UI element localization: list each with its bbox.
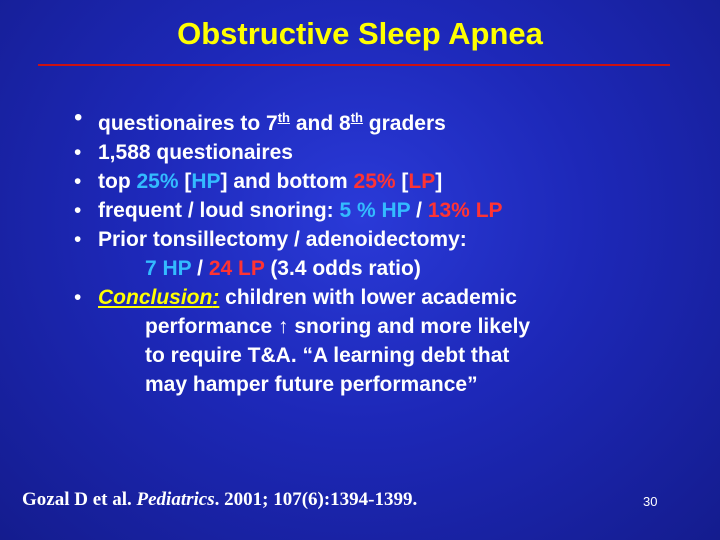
- lp-label: LP: [408, 170, 436, 193]
- conclusion-colon: :: [212, 286, 220, 309]
- title-divider: [38, 64, 670, 66]
- text-fragment: graders: [362, 112, 446, 135]
- slide-title: Obstructive Sleep Apnea: [177, 16, 543, 51]
- bullet-text: Prior tonsillectomy / adenoidectomy:: [98, 228, 467, 251]
- text-fragment: ] and bottom: [220, 170, 354, 193]
- bullet-icon: •: [74, 141, 82, 164]
- citation-details: . 2001; 107(6):1394-1399.: [214, 489, 418, 510]
- text-fragment: questionaires to 7: [98, 112, 278, 135]
- citation-authors: Gozal D et al.: [22, 489, 137, 510]
- text-fragment: children with lower academic: [219, 286, 517, 309]
- text-fragment: top: [98, 170, 137, 193]
- bullet-text: [98, 286, 517, 309]
- text-fragment: (3.4 odds ratio): [264, 257, 421, 280]
- lp-percent: 25%: [353, 170, 396, 193]
- bullet-text: [98, 199, 503, 222]
- bullet-list: [74, 103, 694, 399]
- lp-value: 13% LP: [427, 199, 503, 222]
- conclusion-label: Conclusion: [98, 286, 213, 309]
- bullet-text: [98, 170, 442, 193]
- bullet-item-count: [74, 138, 694, 167]
- bullet-icon: •: [74, 104, 83, 131]
- hp-label: HP: [191, 170, 221, 193]
- conclusion-line: performance ↑ snoring and more likely: [145, 315, 531, 338]
- bullet-item-snoring: [74, 196, 694, 225]
- conclusion-line: to require T&A. “A learning debt that: [145, 344, 510, 367]
- bullet-item-groups: [74, 167, 694, 196]
- hp-value: 7 HP: [145, 257, 192, 280]
- conclusion-line: may hamper future performance”: [145, 373, 478, 396]
- bullet-text: 1,588 questionaires: [98, 141, 293, 164]
- bullet-item-graders: [74, 103, 694, 138]
- bullet-icon: •: [74, 170, 82, 193]
- bullet-continuation-surgery: [74, 254, 694, 283]
- bullet-icon: •: [74, 286, 82, 309]
- page-number: 30: [643, 494, 658, 509]
- bullet-icon: •: [74, 228, 82, 251]
- superscript: th: [350, 110, 363, 125]
- text-fragment: frequent / loud snoring:: [98, 199, 340, 222]
- text-fragment: /: [191, 257, 209, 280]
- text-fragment: and 8: [290, 112, 351, 135]
- bullet-item-surgery: [74, 225, 694, 254]
- hp-percent: 25%: [136, 170, 179, 193]
- bullet-item-conclusion: [74, 283, 694, 312]
- citation: [22, 489, 417, 511]
- citation-journal: Pediatrics: [136, 489, 215, 510]
- text-fragment: [: [395, 170, 409, 193]
- text-fragment: [: [178, 170, 192, 193]
- lp-value: 24 LP: [208, 257, 265, 280]
- bullet-icon: •: [74, 199, 82, 222]
- text-fragment: ]: [435, 170, 443, 193]
- hp-value: 5 % HP: [339, 199, 411, 222]
- text-fragment: /: [410, 199, 428, 222]
- bullet-text: [98, 112, 446, 135]
- superscript: th: [277, 110, 290, 125]
